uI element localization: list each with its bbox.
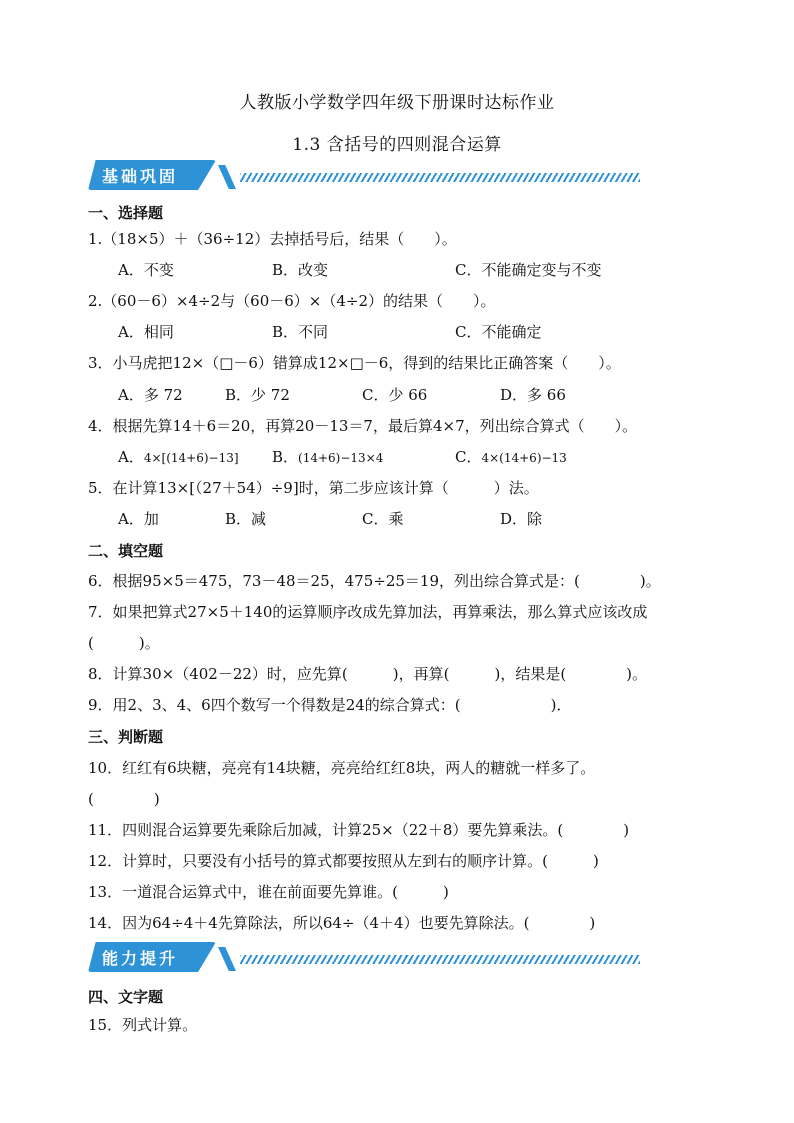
q1-option-c: C．不能确定变与不变	[455, 261, 602, 279]
q4-option-c-label: C．	[455, 448, 482, 466]
q3-option-a: A．多 72	[118, 386, 183, 404]
section-fill: 二、填空题	[88, 542, 164, 560]
q3-option-d: D．多 66	[500, 386, 566, 404]
q3-option-b: B．少 72	[225, 386, 290, 404]
q4-option-a-value: 4×[(14+6)−13]	[143, 451, 239, 465]
q5-option-d: D．除	[500, 510, 543, 528]
section-judge: 三、判断题	[88, 728, 164, 746]
question-10-blank: ( )	[88, 790, 160, 808]
q1-option-b: B．改变	[272, 261, 329, 279]
q2-option-a: A．相同	[118, 323, 174, 341]
question-5: 5．在计算13×[（27＋54）÷9]时，第二步应该计算（ ）法。	[88, 479, 539, 497]
q3-option-c: C．少 66	[362, 386, 428, 404]
page-title: 人教版小学数学四年级下册课时达标作业	[239, 93, 555, 113]
question-4: 4．根据先算14＋6＝20，再算20－13＝7，最后算4×7，列出综合算式（ ）。	[88, 417, 638, 435]
question-6: 6．根据95×5＝475，73－48＝25，475÷25＝19，列出综合算式是：( )。	[88, 572, 661, 590]
question-12: 12．计算时，只要没有小括号的算式都要按照从左到右的顺序计算。( )	[88, 852, 599, 870]
question-3: 3．小马虎把12×（□－6）错算成12×□－6，得到的结果比正确答案（ ）。	[88, 354, 621, 372]
q2-option-b: B．不同	[272, 323, 329, 341]
banner-ability	[88, 942, 648, 976]
banner-stripe	[218, 947, 236, 971]
q4-option-c-value: 4×(14+6)−13	[481, 451, 567, 465]
q4-option-b	[272, 446, 383, 467]
q1-option-a: A．不变	[118, 261, 174, 279]
question-7-blank: ( )。	[88, 634, 160, 652]
q4-option-b-value: (14+6)−13×4	[298, 451, 384, 465]
question-2: 2.（60－6）×4÷2与（60－6）×（4÷2）的结果（ ）。	[88, 292, 496, 310]
q4-option-a-label: A．	[118, 448, 144, 466]
banner-label: 基础巩固	[102, 167, 179, 186]
section-choice: 一、选择题	[88, 204, 164, 222]
banner-stripe	[218, 165, 236, 189]
question-15: 15．列式计算。	[88, 1016, 198, 1034]
q2-option-c: C．不能确定	[455, 323, 542, 341]
question-13: 13．一道混合运算式中，谁在前面要先算谁。( )	[88, 883, 449, 901]
question-14: 14．因为64÷4＋4先算除法，所以64÷（4＋4）也要先算除法。( )	[88, 914, 596, 932]
question-10: 10．红红有6块糖，亮亮有14块糖，亮亮给红红8块，两人的糖就一样多了。	[88, 759, 596, 777]
question-8: 8．计算30×（402－22）时，应先算( )，再算( )，结果是( )。	[88, 665, 648, 683]
banner-hatch	[240, 955, 640, 964]
banner-basic	[88, 160, 648, 194]
q5-option-c: C．乘	[362, 510, 404, 528]
page-subtitle: 1.3 含括号的四则混合运算	[292, 135, 502, 155]
q4-option-a	[118, 446, 239, 467]
question-7: 7．如果把算式27×5＋140的运算顺序改成先算加法，再算乘法，那么算式应该改成	[88, 603, 648, 621]
question-9: 9．用2、3、4、6四个数写一个得数是24的综合算式：( )．	[88, 696, 572, 714]
banner-hatch	[240, 173, 640, 182]
question-1: 1.（18×5）＋（36÷12）去掉括号后，结果（ ）。	[88, 230, 457, 248]
banner-label: 能力提升	[102, 949, 179, 968]
q5-option-b: B．减	[225, 510, 267, 528]
question-11: 11．四则混合运算要先乘除后加减，计算25×（22＋8）要先算乘法。( )	[88, 821, 630, 839]
q4-option-b-label: B．	[272, 448, 299, 466]
q5-option-a: A．加	[118, 510, 159, 528]
q4-option-c	[455, 446, 567, 467]
section-word: 四、文字题	[88, 988, 164, 1006]
